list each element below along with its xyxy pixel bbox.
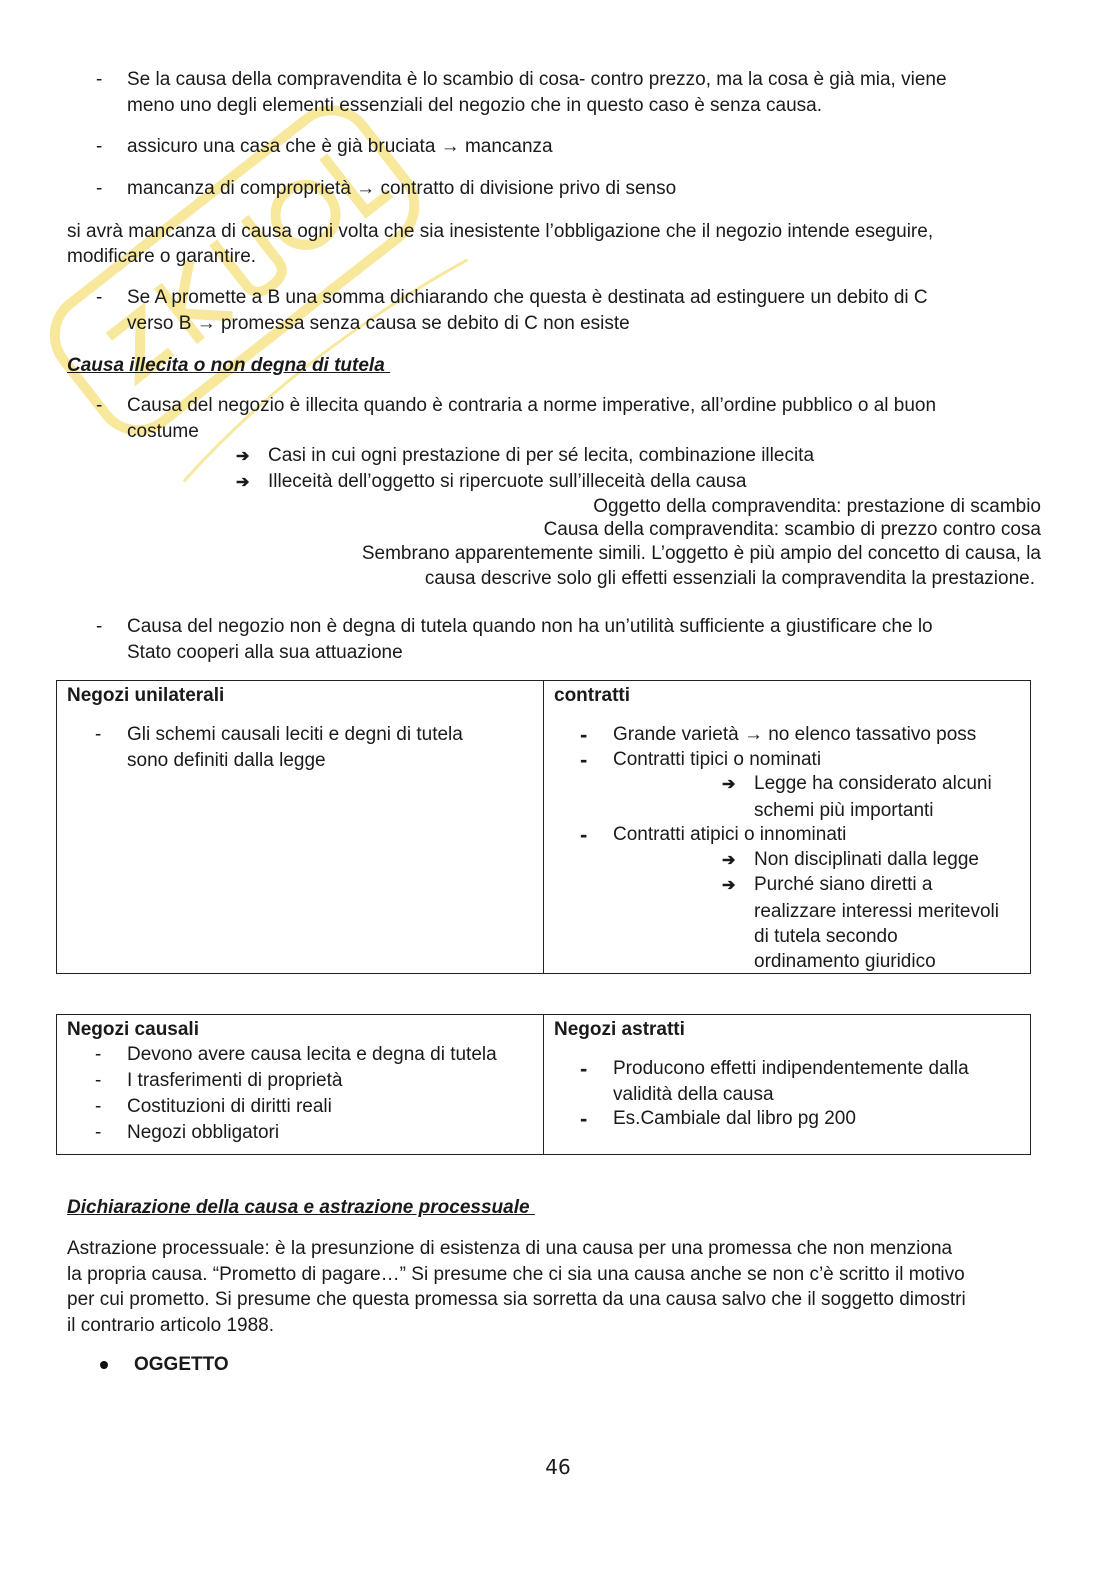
arrow-item-text: Purché siano diretti a — [754, 874, 933, 895]
page-number: 46 — [545, 1455, 571, 1479]
list-dash: - — [580, 1106, 588, 1131]
list-item-line: meno uno degli elementi essenziali del negozio che in questo caso è senza causa. — [127, 95, 823, 116]
list-item-line: mancanza di comproprietà → contratto di divisione privo di senso — [127, 178, 677, 199]
right-aligned-line: Oggetto della compravendita: prestazione di scambio — [593, 496, 1041, 517]
arrow-right-icon: ➔ — [236, 474, 250, 491]
list-dash: - — [95, 724, 102, 745]
arrow-item-text: Legge ha considerato alcuni — [754, 773, 992, 794]
list-item-line: Contratti atipici o innominati — [613, 824, 847, 845]
paragraph-line: modificare o garantire. — [67, 246, 257, 267]
list-dash: - — [95, 1070, 102, 1091]
list-item-line: assicuro una casa che è già bruciata → mancanza — [127, 136, 553, 157]
paragraph-line: si avrà mancanza di causa ogni volta che sia inesistente l’obbligazione che il negozio intende eseguire, — [67, 221, 934, 242]
list-dash: - — [96, 69, 103, 90]
list-item-line: Se la causa della compravendita è lo scambio di cosa- contro prezzo, ma la cosa è già mia, viene — [127, 69, 947, 90]
list-item-line: Es.Cambiale dal libro pg 200 — [613, 1108, 856, 1129]
list-dash: - — [580, 747, 588, 772]
list-item-line: Stato cooperi alla sua attuazione — [127, 642, 403, 663]
arrow-item-text: ordinamento giuridico — [754, 951, 936, 972]
cell-heading: Negozi unilaterali — [67, 685, 225, 706]
list-dash: - — [580, 822, 588, 847]
paragraph-line: il contrario articolo 1988. — [67, 1315, 274, 1336]
list-item-line: Grande varietà → no elenco tassativo poss — [613, 724, 977, 745]
bullet-icon — [100, 1361, 108, 1369]
arrow-item-text: Casi in cui ogni prestazione di per sé lecita, combinazione illecita — [268, 445, 815, 466]
list-item-line: Causa del negozio non è degna di tutela quando non ha un’utilità sufficiente a giustificare che lo — [127, 616, 933, 637]
cell-heading: contratti — [554, 685, 630, 706]
list-item-line: verso B → promessa senza causa se debito di C non esiste — [127, 313, 630, 334]
arrow-right-icon: ➔ — [722, 776, 736, 793]
section-heading: Causa illecita o non degna di tutela — [67, 355, 391, 376]
list-dash: - — [95, 1122, 102, 1143]
list-item-line: validità della causa — [613, 1084, 774, 1105]
list-dash: - — [96, 136, 103, 157]
arrow-item — [236, 469, 746, 496]
list-dash: - — [95, 1096, 102, 1117]
right-aligned-line: causa descrive solo gli effetti essenziali la compravendita la prestazione. — [424, 568, 1035, 589]
arrow-right-icon: ➔ — [722, 877, 736, 894]
arrow-item-text: di tutela secondo — [754, 926, 898, 947]
cell-heading: Negozi astratti — [554, 1019, 685, 1040]
arrow-item-text: realizzare interessi meritevoli — [754, 901, 999, 922]
arrow-item — [236, 443, 814, 470]
arrow-right-icon: ➔ — [722, 852, 736, 869]
list-item-line: costume — [127, 421, 199, 442]
table-cell-left — [57, 1015, 544, 1155]
arrow-item-text: schemi più importanti — [754, 800, 934, 821]
right-aligned-line: Sembrano apparentemente simili. L’oggetto è più ampio del concetto di causa, la — [361, 543, 1041, 564]
list-dash: - — [96, 178, 103, 199]
list-item-line: Causa del negozio è illecita quando è contraria a norme imperative, all’ordine pubblico o al buon — [127, 395, 937, 416]
list-item-line: Devono avere causa lecita e degna di tutela — [127, 1044, 497, 1065]
comparison-table-unilateral-contracts — [56, 680, 1031, 974]
arrow-item-text: Illeceità dell’oggetto si ripercuote sull’illeceità della causa — [268, 471, 747, 492]
list-dash: - — [96, 287, 103, 308]
list-item-line: I trasferimenti di proprietà — [127, 1070, 343, 1091]
list-dash: - — [95, 1044, 102, 1065]
list-dash: - — [580, 722, 588, 747]
bullet-heading: OGGETTO — [134, 1354, 229, 1375]
paragraph-line: Astrazione processuale: è la presunzione di esistenza di una causa per una promessa che non menziona — [67, 1238, 953, 1259]
list-item-line: Costituzioni di diritti reali — [127, 1096, 332, 1117]
table-cell-right — [544, 1015, 1031, 1155]
list-dash: - — [96, 395, 103, 416]
comparison-table-causal-abstract — [56, 1014, 1031, 1155]
list-item-line: Negozi obbligatori — [127, 1122, 280, 1143]
table-cell-right — [544, 681, 1031, 974]
list-item-line: Se A promette a B una somma dichiarando che questa è destinata ad estinguere un debito di C — [127, 287, 928, 308]
list-item-line: Producono effetti indipendentemente dalla — [613, 1058, 969, 1079]
list-item-line: sono definiti dalla legge — [127, 750, 326, 771]
section-heading: Dichiarazione della causa e astrazione processuale — [67, 1197, 535, 1218]
list-item-line: Gli schemi causali leciti e degni di tutela — [127, 724, 463, 745]
arrow-item-text: Non disciplinati dalla legge — [754, 849, 979, 870]
list-dash: - — [96, 616, 103, 637]
cell-heading: Negozi causali — [67, 1019, 199, 1040]
arrow-right-icon: ➔ — [236, 448, 250, 465]
paragraph-line: la propria causa. “Prometto di pagare…” Si presume che ci sia una causa anche se non c’è scritto il motivo — [67, 1264, 965, 1285]
right-aligned-line: Causa della compravendita: scambio di prezzo contro cosa — [543, 519, 1041, 540]
list-item-line: Contratti tipici o nominati — [613, 749, 822, 770]
paragraph-line: per cui prometto. Si presume che questa promessa sia sorretta da una causa salvo che il soggetto dimostri — [67, 1289, 966, 1310]
list-dash: - — [580, 1056, 588, 1081]
table-cell-left — [57, 681, 544, 974]
